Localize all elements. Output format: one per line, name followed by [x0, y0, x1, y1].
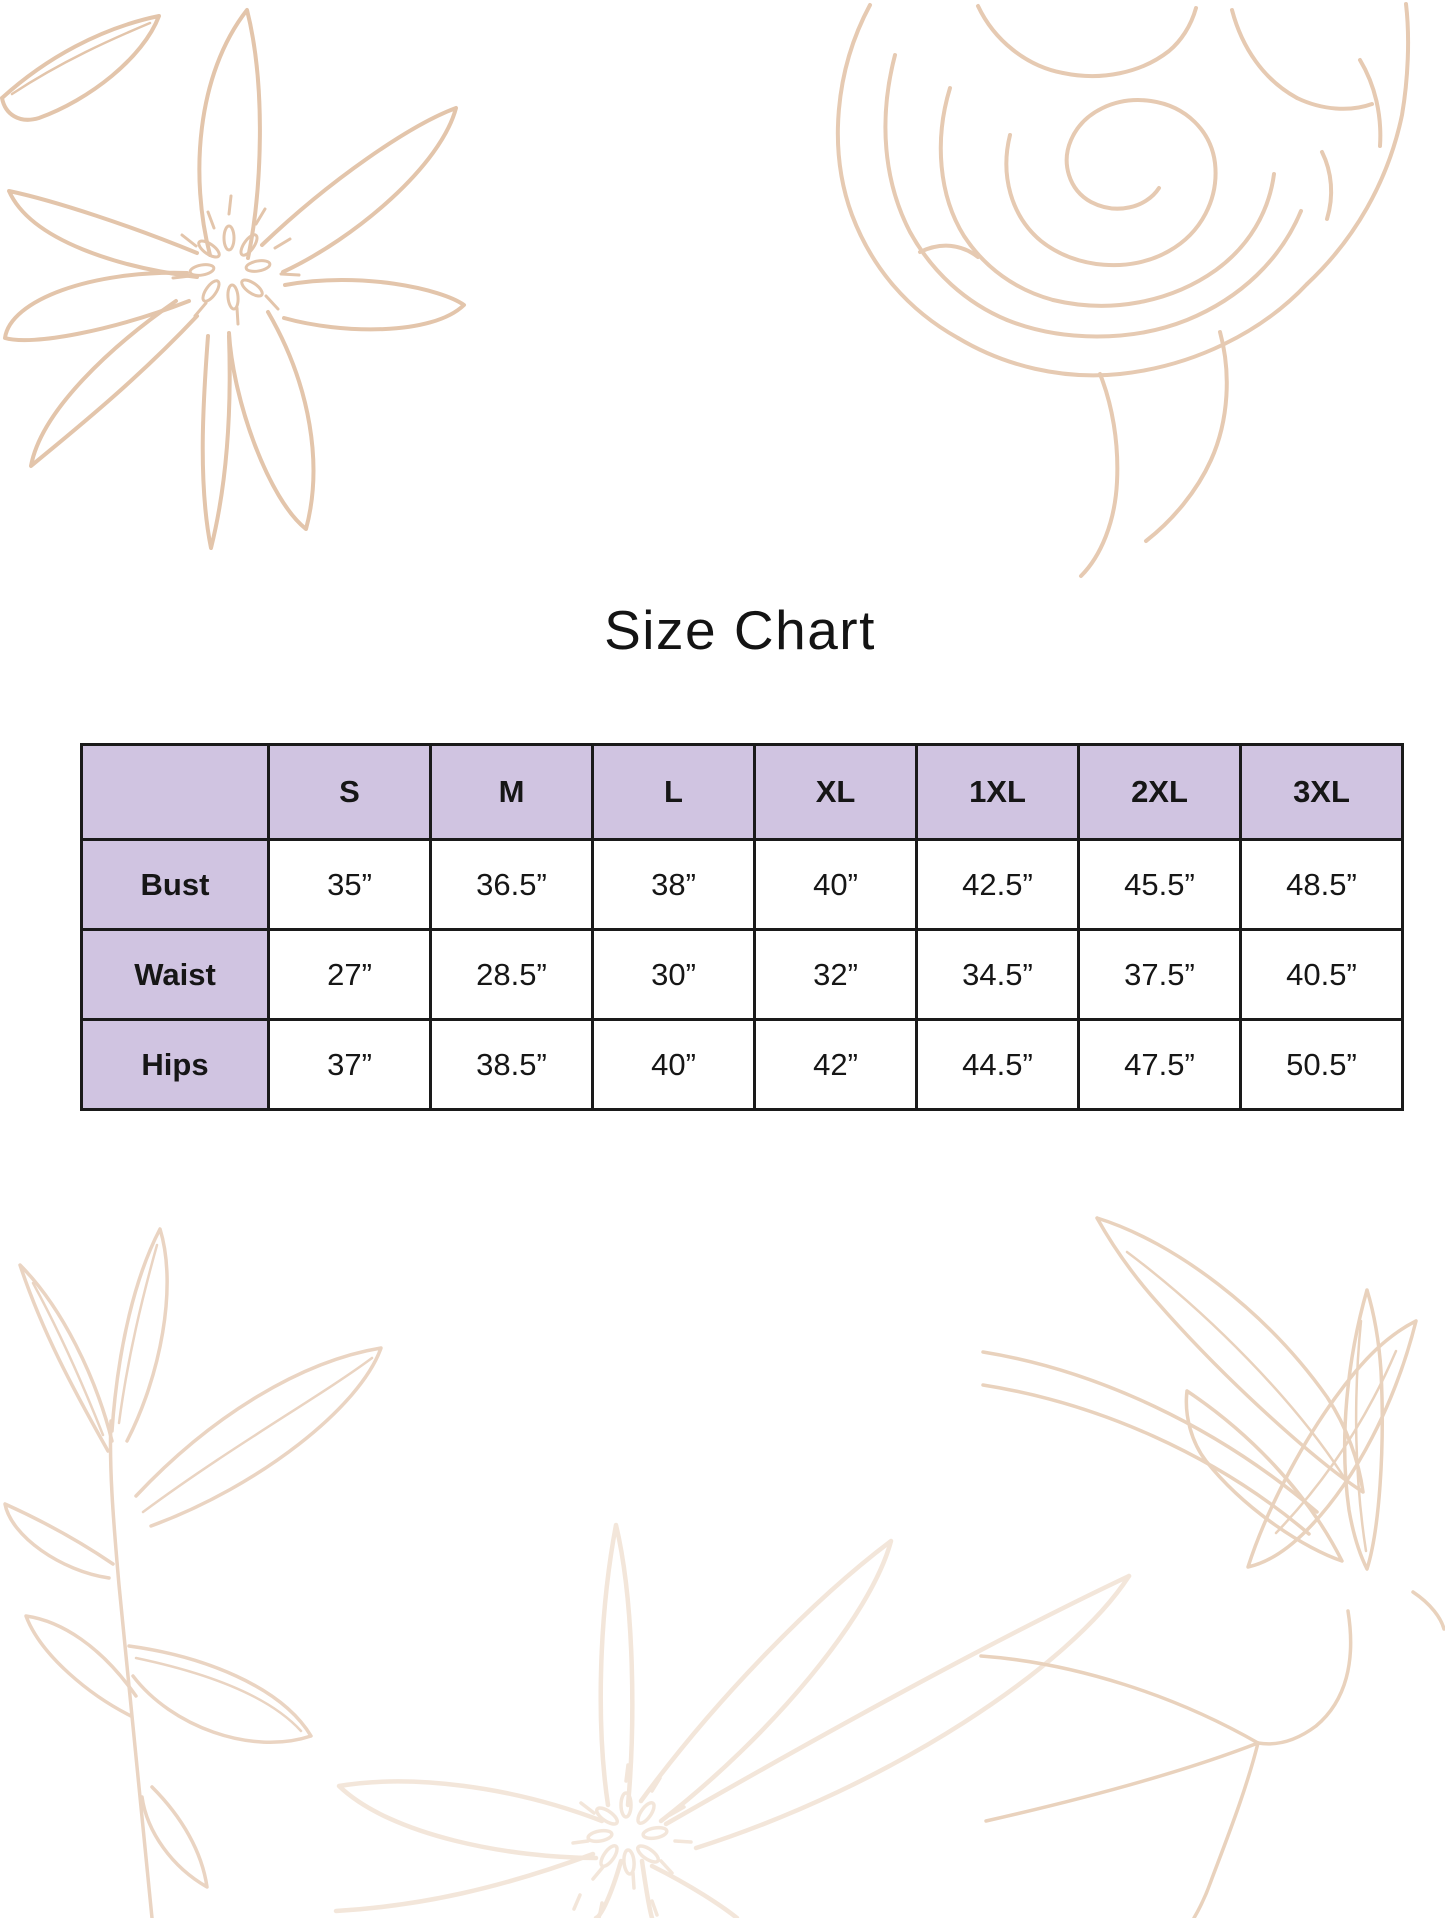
row-header-bust: Bust: [82, 840, 269, 930]
top-right-peony-illustration: [800, 0, 1445, 580]
col-header-s: S: [269, 745, 431, 840]
table-row-waist: [82, 930, 1403, 1020]
hips-s-cell: 37”: [269, 1020, 431, 1110]
col-header-3xl: 3XL: [1241, 745, 1403, 840]
bust-3xl-cell: 48.5”: [1241, 840, 1403, 930]
waist-2xl-cell: 37.5”: [1079, 930, 1241, 1020]
col-header-m: M: [431, 745, 593, 840]
row-header-hips: Hips: [82, 1020, 269, 1110]
table-row-bust: [82, 840, 1403, 930]
bust-l-cell: 38”: [593, 840, 755, 930]
bust-1xl-cell: 42.5”: [917, 840, 1079, 930]
col-header-xl: XL: [755, 745, 917, 840]
table-row-hips: [82, 1020, 1403, 1110]
bottom-center-flower-illustration: [330, 1505, 1140, 1918]
waist-1xl-cell: 34.5”: [917, 930, 1079, 1020]
page-title: Size Chart: [604, 599, 876, 661]
bust-2xl-cell: 45.5”: [1079, 840, 1241, 930]
bust-m-cell: 36.5”: [431, 840, 593, 930]
hips-m-cell: 38.5”: [431, 1020, 593, 1110]
bust-s-cell: 35”: [269, 840, 431, 930]
bust-xl-cell: 40”: [755, 840, 917, 930]
col-header-l: L: [593, 745, 755, 840]
waist-m-cell: 28.5”: [431, 930, 593, 1020]
top-left-flower-illustration: [0, 0, 480, 560]
hips-xl-cell: 42”: [755, 1020, 917, 1110]
waist-l-cell: 30”: [593, 930, 755, 1020]
row-header-waist: Waist: [82, 930, 269, 1020]
col-header-1xl: 1XL: [917, 745, 1079, 840]
header-row: [82, 745, 1403, 840]
waist-xl-cell: 32”: [755, 930, 917, 1020]
hips-3xl-cell: 50.5”: [1241, 1020, 1403, 1110]
bottom-left-branch-illustration: [0, 1225, 430, 1918]
bottom-right-leaves-illustration: [975, 1180, 1445, 1918]
hips-1xl-cell: 44.5”: [917, 1020, 1079, 1110]
waist-s-cell: 27”: [269, 930, 431, 1020]
waist-3xl-cell: 40.5”: [1241, 930, 1403, 1020]
col-header-2xl: 2XL: [1079, 745, 1241, 840]
hips-2xl-cell: 47.5”: [1079, 1020, 1241, 1110]
hips-l-cell: 40”: [593, 1020, 755, 1110]
size-chart-table: [80, 743, 1404, 1111]
corner-cell: [82, 745, 269, 840]
